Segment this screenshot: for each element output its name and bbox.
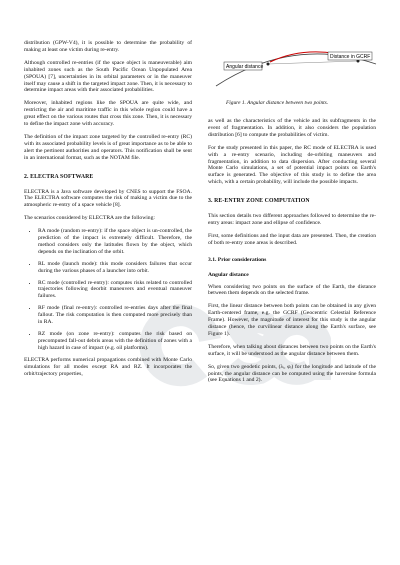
left-column xyxy=(24,40,192,383)
gcrf-line xyxy=(268,61,358,64)
right-column xyxy=(208,118,376,390)
paragraph: The scenarios considered by ELECTRA are the following: xyxy=(24,215,155,222)
list-item: • RA mode (random re-entry): if the space object is un-controlled, the prediction of the impact is extremely difficult. Therefore, the method considers only the latitudes flown by the object, which depends on the inclination of the orbit. xyxy=(38,228,192,256)
subsubsection-heading: Angular distance xyxy=(208,271,249,278)
section-heading: 3. RE-ENTRY ZONE COMPUTATION xyxy=(208,198,310,205)
paragraph: ELECTRA is a Java software developed by CNES to support the FSOA. The ELECTRA software computes the risk of making a victim due to the atmospheric re-entry of a space vehicle [8]. xyxy=(24,188,192,209)
list-item: • RF mode (final re-entry): controlled re-entries days after the final fallout. The risk computation is then computed more precisely than in RA. xyxy=(38,305,192,326)
gcrf-label: Distance in GCRF xyxy=(330,54,371,60)
section-heading: 2. ELECTRA SOFTWARE xyxy=(24,173,94,180)
paragraph: as well as the characteristics of the vehicle and its subfragments in the event of fragmentation. In addition, it also considers the population distribution [6] to compute the probabilities of victim. xyxy=(208,118,376,138)
paragraph: The definition of the impact zone targeted by the controlled re-entry (RC) with its associated probability levels is of great importance as to be able to alert the pertinent authorities and operators. This notification shall be sent in an international format, such as the NOTAM file. xyxy=(24,133,192,161)
paragraph: distribution (GPW-V4), it is possible to determine the probability of making at least one victim during re-entry. xyxy=(24,40,192,53)
subsection-heading: 3.1. Prior considerations xyxy=(208,256,267,263)
paragraph: For the study presented in this paper, the RC mode of ELECTRA is used with a re-entry scenario, including de-orbiting maneuvers and fragmentation, in addition to data dispersion. After conducting several Monte Carlo simulations, a set of potential impact points on Earth's surface is generated. The objective of this study is to define the area which, with a certain probability, will include the possible impacts. xyxy=(208,144,376,186)
list-item: • RL mode (launch mode): this mode considers failures that occur during the various phases of a launcher into orbit. xyxy=(38,261,192,275)
paragraph: This section details two different approaches followed to determine the re-entry areas: impact zone and ellipse of confidence. xyxy=(208,213,376,226)
paragraph: First, the linear distance between both points can be obtained in any given Earth-centered frame, e.g. the GCRF (Geocentric Celestial Reference Frame). However, the magnitude of interest for this study is the angular distance (hence, the curvilinear distance along the Earth's surface, see Figure 1). xyxy=(208,303,376,337)
paragraph: ELECTRA performs numerical propagations combined with Monte Carlo simulations for all modes except RA and RZ. It incorporates the orbit/trajectory properties, xyxy=(24,356,192,377)
angular-label: Angular distance xyxy=(226,64,264,70)
paragraph: When considering two points on the surface of the Earth, the distance between them depends on the selected frame. xyxy=(208,283,376,297)
angular-distance-figure xyxy=(208,28,378,88)
paragraph: First, some definitions and the input data are presented. Then, the creation of both re-entry zone areas is described. xyxy=(208,232,376,246)
paragraph: So, given two geodetic points, (λᵢ, φᵢ) for the longitude and latitude of the points, the angular distance can be computed using the haversine formula (see Equations 1 and 2). xyxy=(208,363,376,384)
list-item: • RZ mode (on zone re-entry): computes the risk based on precomputed fall-out debris areas with the definition of zones with a high hazard in case of impact (e.g. oil platforms). xyxy=(38,331,192,352)
paragraph: Therefore, when talking about distances between two points on the Earth's surface, it will be understood as the angular distance between them. xyxy=(208,343,376,357)
paragraph: Although controlled re-entries (if the space object is maneuverable) aim inhabited zones such as the South Pacific Ocean Unpopulated Area (SPOUA) [7], uncertainties in its orbital parameters or in the maneuver itself may cause a shift in the targeted impact zone. Then, it is necessary to determine impact areas with their associated probabilities. xyxy=(24,59,192,94)
paragraph: Moreover, inhabited regions like the SPOUA are quite wide, and restricting the air and maritime traffic in this whole region could have a great effect on the various routes that cross this zone. Then, it is necessary to define the impact zone with accuracy. xyxy=(24,100,192,128)
list-item: • RC mode (controlled re-entry): computes risks related to controlled trajectories following deorbit maneuvers and eventual maneuver failures. xyxy=(38,280,192,301)
point-a xyxy=(267,63,270,66)
figure-caption: Figure 1. Angular distance between two points. xyxy=(226,100,329,106)
mode-list xyxy=(24,228,192,352)
